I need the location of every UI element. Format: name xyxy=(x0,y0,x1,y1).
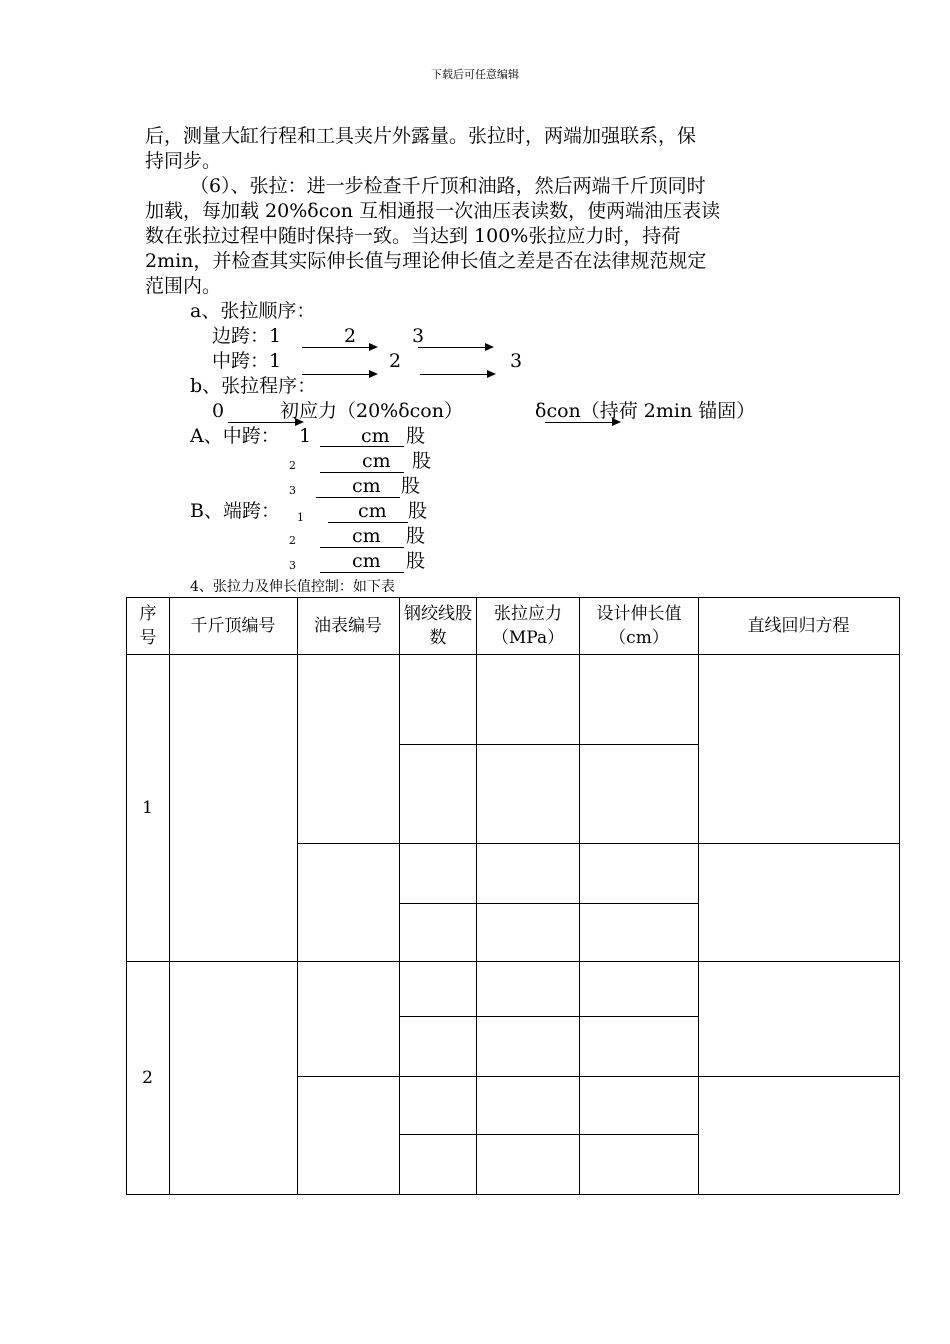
group-row-suffix: 股 xyxy=(408,500,428,522)
group-row-suffix: 股 xyxy=(412,450,432,472)
side-span-label: 边跨：1 xyxy=(212,325,282,347)
header-stress: 张拉应力（MPa） xyxy=(491,603,565,648)
group-b-label: B、端跨： xyxy=(190,500,280,522)
group-a-label: A、中跨： xyxy=(190,425,280,447)
arrow-icon xyxy=(418,347,492,348)
header-seq: 序号 xyxy=(139,603,157,648)
group-row-num: 1 xyxy=(297,511,304,524)
group-row-unit: cm xyxy=(362,450,391,472)
group-row-suffix: 股 xyxy=(406,425,426,447)
mid-span-step-3: 3 xyxy=(510,350,523,372)
group-row-unit: cm xyxy=(352,525,381,547)
procedure-step-0: 0 xyxy=(212,400,225,422)
paragraph-line: 持同步。 xyxy=(145,150,222,172)
paragraph-line: 范围内。 xyxy=(145,275,222,297)
paragraph-line: 数在张拉过程中随时保持一致。当达到 100%张拉应力时，持荷 xyxy=(145,225,681,247)
group-row-num: 3 xyxy=(289,484,296,497)
side-span-step-3: 3 xyxy=(412,325,425,347)
group-row-unit: cm xyxy=(358,500,387,522)
side-span-step-2: 2 xyxy=(344,325,357,347)
group-row-unit: cm xyxy=(352,475,381,497)
header-gauge: 油表编号 xyxy=(314,615,382,636)
procedure-step-2: δcon（持荷 2min 锚固） xyxy=(535,400,756,422)
page-header: 下载后可任意编辑 xyxy=(431,68,519,81)
procedure-step-1: 初应力（20%δcon） xyxy=(280,400,463,422)
header-strands: 钢绞线股数 xyxy=(404,603,472,648)
paragraph-line: 2min，并检查其实际伸长值与理论伸长值之差是否在法律规范规定 xyxy=(145,250,707,272)
group-row-suffix: 股 xyxy=(401,475,421,497)
procedure-title: b、张拉程序： xyxy=(190,375,317,397)
row-seq: 1 xyxy=(142,797,153,818)
mid-span-label: 中跨：1 xyxy=(212,350,282,372)
group-row-unit: cm xyxy=(352,550,381,572)
group-row-num: 2 xyxy=(289,534,296,547)
group-row-num: 1 xyxy=(299,425,312,447)
paragraph-line: 加载，每加载 20%δcon 互相通报一次油压表读数，使两端油压表读 xyxy=(145,200,721,222)
group-row-unit: cm xyxy=(361,425,390,447)
table-caption: 4、张拉力及伸长值控制：如下表 xyxy=(190,579,395,595)
header-elongation: 设计伸长值（cm） xyxy=(596,603,682,648)
arrow-icon xyxy=(420,374,494,375)
sequence-title: a、张拉顺序： xyxy=(190,300,316,322)
arrow-icon xyxy=(302,347,376,348)
mid-span-step-2: 2 xyxy=(389,350,402,372)
row-seq: 2 xyxy=(142,1067,153,1088)
paragraph-line: 后，测量大缸行程和工具夹片外露量。张拉时，两端加强联系，保 xyxy=(145,125,697,147)
group-row-num: 3 xyxy=(289,559,296,572)
group-row-suffix: 股 xyxy=(406,550,426,572)
paragraph-line: （6）、张拉：进一步检查千斤顶和油路，然后两端千斤顶同时 xyxy=(190,175,706,197)
group-row-suffix: 股 xyxy=(406,525,426,547)
header-regression: 直线回归方程 xyxy=(747,615,850,636)
group-row-num: 2 xyxy=(289,459,296,472)
header-jack: 千斤顶编号 xyxy=(190,615,276,636)
